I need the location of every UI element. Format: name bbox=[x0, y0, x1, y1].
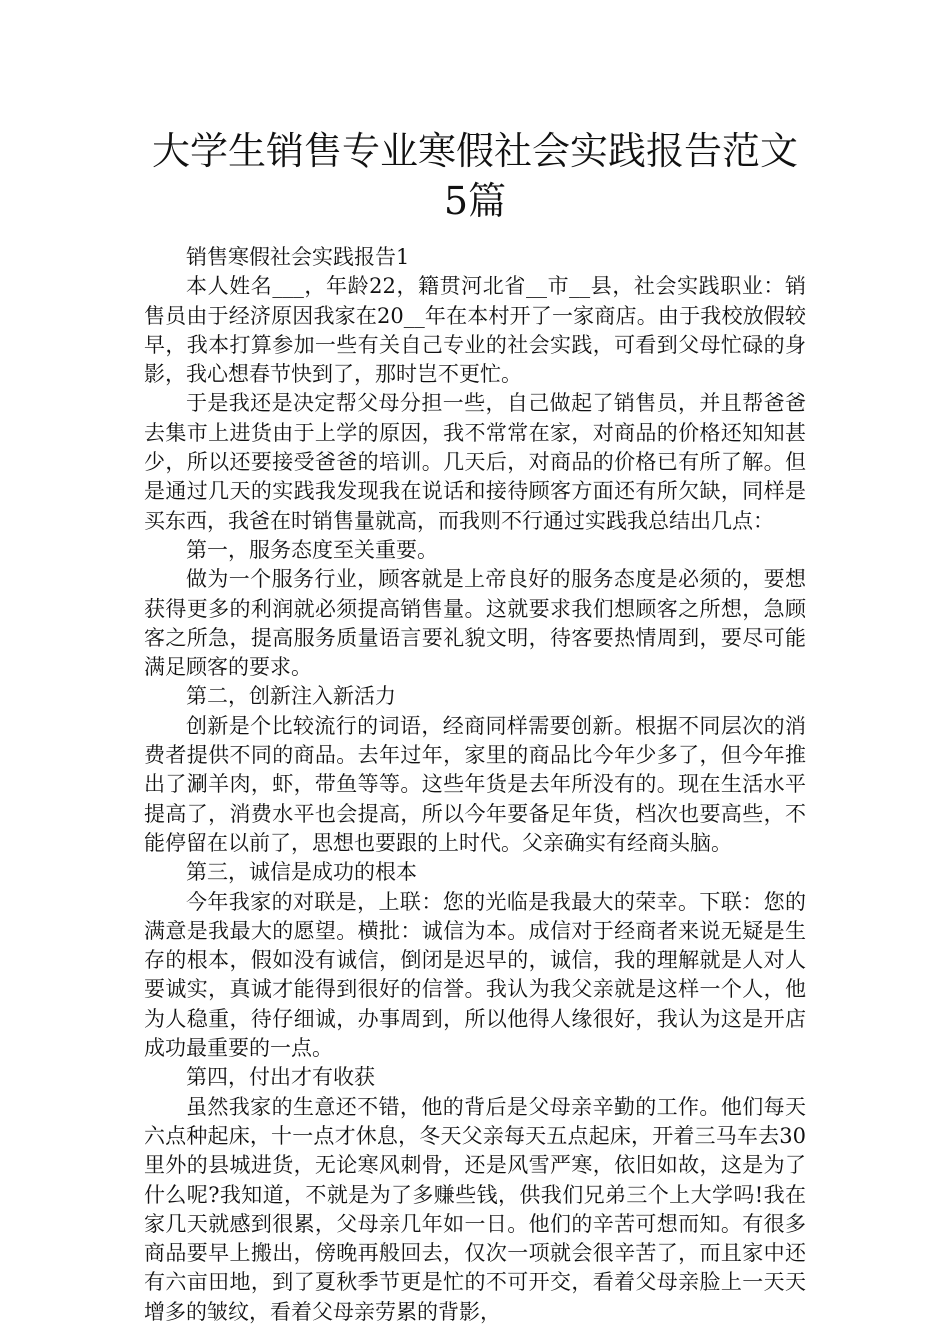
document-body bbox=[144, 243, 806, 1327]
paragraph-integrity: 今年我家的对联是，上联：您的光临是我最大的荣幸。下联：您的满意是我最大的愿望。横批：诚信为本。成信对于经商者来说无疑是生存的根本，假如没有诚信，倒闭是迟早的，诚信，我的理解就是人对人要诚实，真诚才能得到很好的信誉。我认为我父亲就是这样一个人，他为人稳重，待仔细诚，办事周到，所以他得人缘很好，我认为这是开店成功最重要的一点。 bbox=[144, 889, 806, 1061]
paragraph-service: 做为一个服务行业，顾客就是上帝良好的服务态度是必须的，要想获得更多的利润就必须提高销售量。这就要求我们想顾客之所想，急顾客之所急，提高服务质量语言要礼貌文明，待客要热情周到，要尽可能满足顾客的要求。 bbox=[144, 567, 806, 680]
point-heading-3: 第三，诚信是成功的根本 bbox=[186, 860, 417, 885]
paragraph-innovation: 创新是个比较流行的词语，经商同样需要创新。根据不同层次的消费者提供不同的商品。去年过年，家里的商品比今年少多了，但今年推出了涮羊肉，虾，带鱼等等。这些年货是去年所没有的。现在生活水平提高了，消费水平也会提高，所以今年要备足年货，档次也要高些，不能停留在以前了，思想也要跟的上时代。父亲确实有经商头脑。 bbox=[144, 713, 806, 855]
paragraph-intro: 本人姓名___，年龄22，籍贯河北省__市__县，社会实践职业：销售员由于经济原因我家在20__年在本村开了一家商店。由于我校放假较早，我本打算参加一些有关自己专业的社会实践，可看到父母忙碌的身影，我心想春节快到了，那时岂不更忙。 bbox=[144, 274, 806, 387]
document-title: 大学生销售专业寒假社会实践报告范文5篇 bbox=[151, 129, 798, 223]
paragraph-decision: 于是我还是决定帮父母分担一些，自己做起了销售员，并且帮爸爸去集市上进货由于上学的原因，我不常常在家，对商品的价格还知知甚少，所以还要接受爸爸的培训。几天后，对商品的价格已有所了解。但是通过几天的实践我发现我在说话和接待顾客方面还有所欠缺，同样是买东西，我爸在时销售量就高，而我则不行通过实践我总结出几点： bbox=[144, 391, 806, 533]
point-heading-1: 第一，服务态度至关重要。 bbox=[186, 537, 438, 562]
point-heading-4: 第四，付出才有收获 bbox=[186, 1065, 375, 1090]
paragraph-effort: 虽然我家的生意还不错，他的背后是父母亲辛勤的工作。他们每天六点种起床，十一点才休息，冬天父亲每天五点起床，开着三马车去30里外的县城进货，无论寒风刺骨，还是风雪严寒，依旧如故，这是为了什么呢?我知道，不就是为了多赚些钱，供我们兄弟三个上大学吗!我在家几天就感到很累，父母亲几年如一日。他们的辛苦可想而知。有很多商品要早上搬出，傍晚再般回去，仅次一项就会很辛苦了，而且家中还有六亩田地，到了夏秋季节更是忙的不可开交，看着父母亲脸上一天天增多的皱纹，看着父母亲劳累的背影， bbox=[144, 1094, 806, 1324]
point-heading-2: 第二，创新注入新活力 bbox=[186, 684, 396, 709]
section-heading-report-1: 销售寒假社会实践报告1 bbox=[186, 245, 410, 269]
